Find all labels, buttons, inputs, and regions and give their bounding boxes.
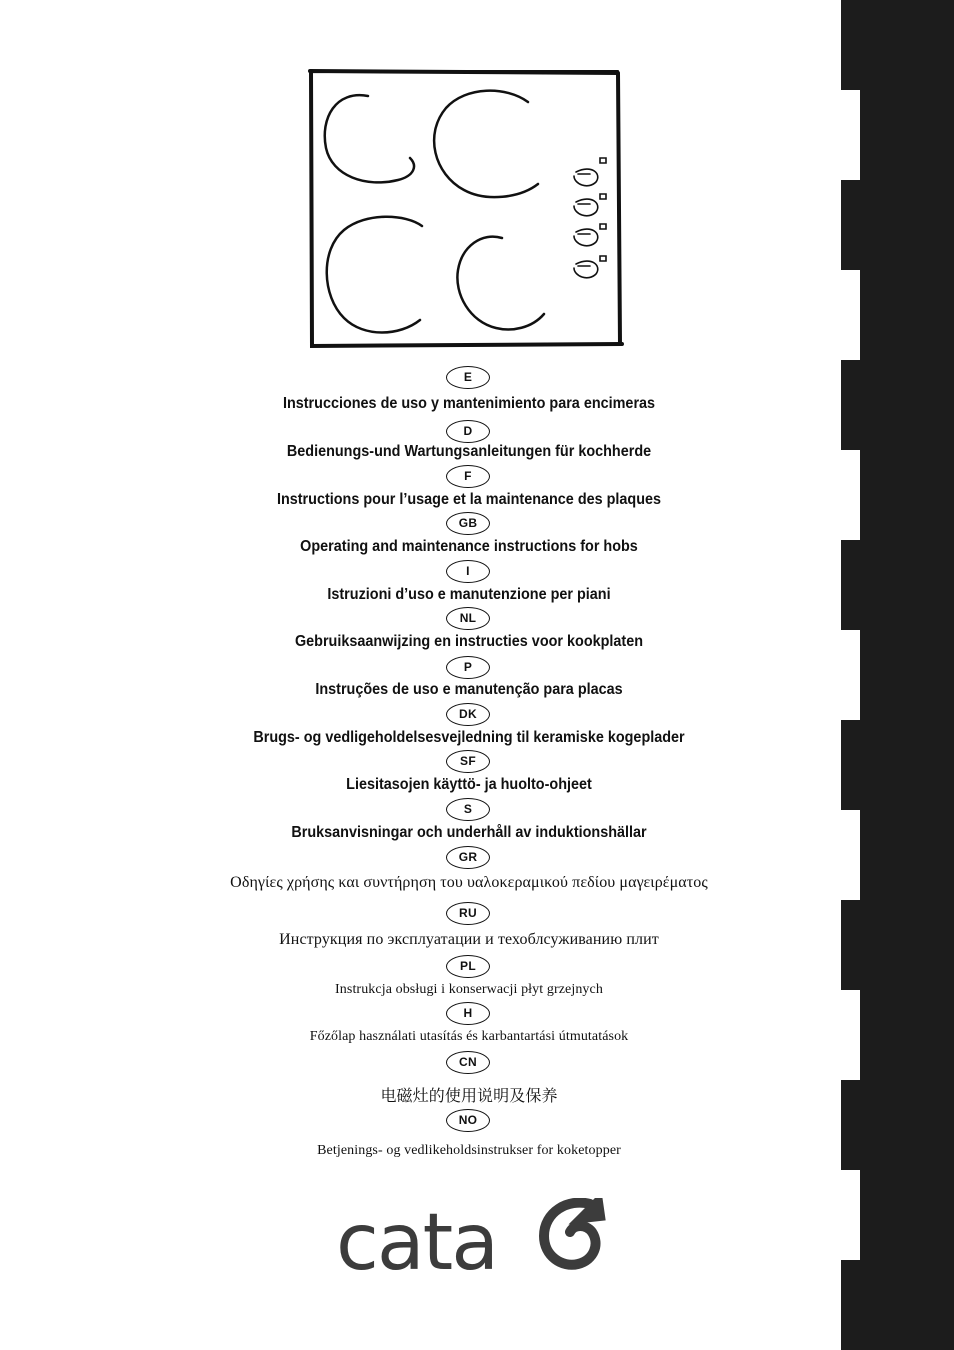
side-tab	[860, 1170, 954, 1260]
language-title-i: Istruzioni d’uso e manutenzione per piani	[327, 586, 611, 603]
language-title-sf: Liesitasojen käyttö- ja huolto-ohjeet	[346, 776, 592, 793]
language-title-h: Főzőlap használati utasítás és karbantartási útmutatások	[309, 1029, 629, 1044]
control-knob-icon	[574, 224, 606, 246]
side-tab	[860, 90, 954, 180]
language-title-e: Instrucciones de uso y mantenimiento para encimeras	[282, 395, 656, 412]
language-code-badge-pl: PL	[446, 955, 490, 978]
language-title-f: Instructions pour l’usage et la maintenance des plaques	[276, 491, 662, 508]
language-code-badge-s: S	[446, 798, 490, 821]
language-code-badge-i: I	[446, 560, 490, 583]
language-title-d: Bedienungs-und Wartungsanleitungen für kochherde	[286, 443, 652, 460]
language-code-badge-ru: RU	[446, 902, 490, 925]
language-code-badge-no: NO	[446, 1109, 490, 1132]
hob-illustration	[306, 66, 626, 352]
side-tab	[860, 270, 954, 360]
side-tab	[841, 0, 954, 90]
language-code-badge-e: E	[446, 366, 490, 389]
language-title-p: Instruções de uso e manutenção para placas	[315, 681, 623, 698]
language-code-badge-p: P	[446, 656, 490, 679]
language-code-badge-d: D	[446, 420, 490, 443]
burner-top-right-icon	[434, 91, 538, 197]
cata-swirl-icon	[538, 1198, 608, 1272]
brand-logo-text: cata	[336, 1198, 498, 1288]
language-title-ru: Инструкция по эксплуатации и техоблсуживанию плит	[279, 931, 659, 948]
burner-bottom-right-icon	[457, 237, 544, 330]
control-knob-icon	[574, 256, 606, 278]
side-tab	[841, 1260, 954, 1350]
control-knob-icon	[574, 194, 606, 216]
language-code-badge-gr: GR	[446, 846, 490, 869]
language-code-badge-h: H	[446, 1002, 490, 1025]
burner-bottom-left-icon	[327, 217, 422, 333]
language-title-nl: Gebruiksaanwijzing en instructies voor kookplaten	[294, 633, 644, 650]
language-code-badge-sf: SF	[446, 750, 490, 773]
language-code-badge-cn: CN	[446, 1051, 490, 1074]
language-code-badge-gb: GB	[446, 512, 490, 535]
language-title-cn: 电磁灶的使用说明及保养	[380, 1088, 558, 1105]
language-code-badge-dk: DK	[446, 703, 490, 726]
side-tab	[841, 180, 954, 270]
language-title-s: Bruksanvisningar och underhåll av induktionshällar	[291, 824, 647, 841]
burner-top-left-icon	[325, 95, 414, 182]
language-code-badge-nl: NL	[446, 607, 490, 630]
language-title-dk: Brugs- og vedligeholdelsesvejledning til keramiske kogeplader	[253, 729, 685, 746]
language-title-gr: Οδηγίες χρήσης και συντήρηση του υαλοκεραμικού πεδίου μαγειρέματος	[230, 874, 708, 891]
language-code-badge-f: F	[446, 465, 490, 488]
control-knob-icon	[574, 158, 606, 186]
language-title-pl: Instrukcja obsługi i konserwacji płyt grzejnych	[335, 982, 603, 997]
language-title-gb: Operating and maintenance instructions for hobs	[300, 538, 638, 555]
language-title-no: Betjenings- og vedlikeholdsinstrukser for koketopper	[317, 1143, 621, 1158]
